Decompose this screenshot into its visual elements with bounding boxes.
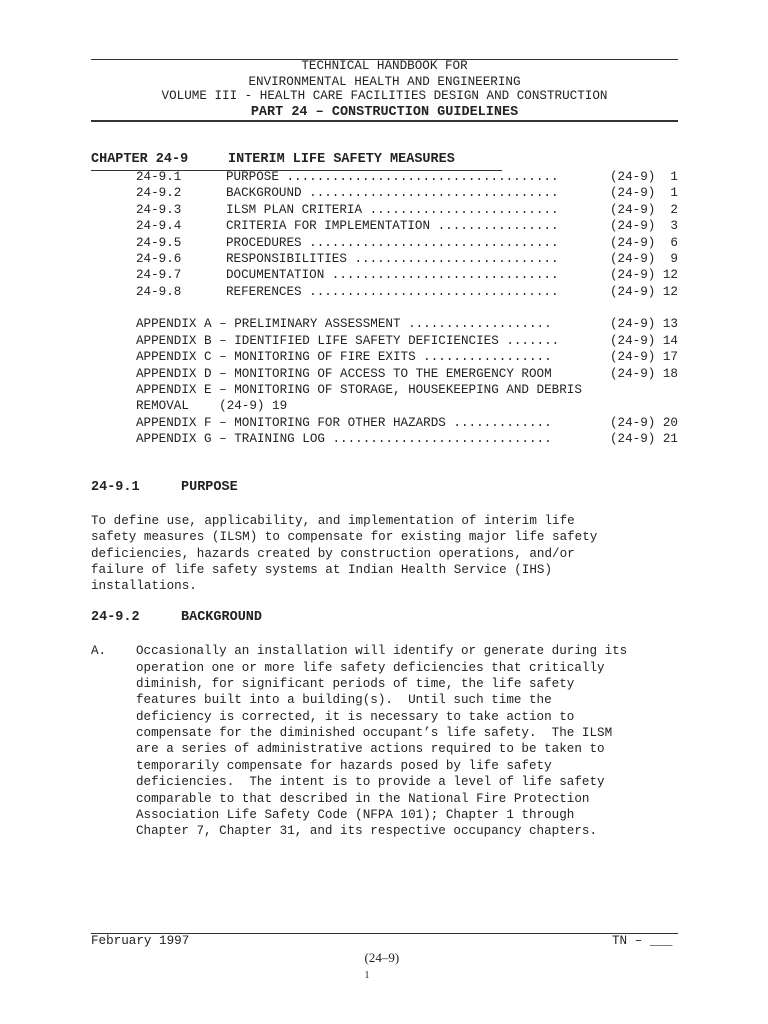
toc-row[interactable]: [136, 169, 678, 186]
toc-title: REFERENCES .................................: [226, 284, 559, 299]
toc-row[interactable]: [136, 202, 678, 219]
toc-number: 24-9.1: [136, 170, 182, 184]
paragraph-line: Occasionally an installation will identify or generate during its: [136, 644, 628, 658]
list-item-label: A.: [91, 644, 107, 658]
paragraph-line: failure of life safety systems at Indian Health Service (IHS): [91, 563, 553, 577]
paragraph-line: installations.: [91, 579, 197, 593]
toc-title: DOCUMENTATION ..............................: [226, 268, 559, 282]
appendix-title: REMOVAL (24-9) 19: [136, 399, 288, 413]
paragraph-line: features built into a building(s). Until such time the: [136, 693, 552, 707]
toc-row[interactable]: [136, 235, 678, 252]
appendix-title: APPENDIX G – TRAINING LOG .............................: [136, 432, 552, 446]
toc-page-ref: (24-9) 3: [609, 219, 678, 233]
footer-page-num: 1: [364, 970, 370, 981]
section-title: PURPOSE: [181, 480, 238, 495]
appendix-row[interactable]: [136, 316, 678, 333]
paragraph-line: deficiency is corrected, it is necessary to take action to: [136, 709, 575, 724]
toc-title: BACKGROUND .................................: [226, 186, 559, 200]
toc-number: 24-9.8: [136, 284, 182, 299]
appendix-row[interactable]: [136, 333, 678, 350]
appendix-row[interactable]: [136, 366, 678, 383]
paragraph-line: compensate for the diminished occupant’s life safety. The ILSM: [136, 726, 613, 740]
toc-title: CRITERIA FOR IMPLEMENTATION ................: [226, 219, 559, 233]
toc-page-ref: (24-9) 1: [609, 186, 678, 200]
footer-date: February 1997: [91, 934, 190, 948]
appendix-title: APPENDIX B – IDENTIFIED LIFE SAFETY DEFICIENCIES .......: [136, 333, 560, 348]
section-number: 24-9.1: [91, 480, 140, 495]
appendix-page-ref: (24-9) 20: [609, 415, 678, 430]
toc-title: PURPOSE ....................................: [226, 170, 559, 184]
header-bottom-rule: [91, 120, 678, 122]
appendix-page-ref: (24-9) 17: [609, 350, 678, 364]
appendix-page-ref: (24-9) 21: [609, 432, 678, 446]
toc-row[interactable]: [136, 251, 678, 268]
toc-title: ILSM PLAN CRITERIA .........................: [226, 202, 559, 217]
appendix-title: APPENDIX E – MONITORING OF STORAGE, HOUSEKEEPING AND DEBRIS: [136, 383, 582, 397]
chapter-title: INTERIM LIFE SAFETY MEASURES: [228, 152, 455, 167]
appendix-row[interactable]: [136, 349, 678, 366]
chapter-label: CHAPTER 24-9: [91, 152, 189, 167]
paragraph-line: deficiencies. The intent is to provide a level of life safety: [136, 775, 605, 789]
toc-number: 24-9.4: [136, 219, 182, 233]
toc-page-ref: (24-9) 12: [609, 284, 678, 299]
header-line-3: VOLUME III - HEALTH CARE FACILITIES DESIGN AND CONSTRUCTION: [161, 89, 608, 103]
appendix-page-ref: (24-9) 14: [609, 333, 678, 348]
header-line-1: TECHNICAL HANDBOOK FOR: [301, 59, 468, 73]
toc-number: 24-9.5: [136, 235, 182, 250]
toc-number: 24-9.3: [136, 202, 182, 217]
toc-row[interactable]: [136, 185, 678, 202]
appendix-title: APPENDIX C – MONITORING OF FIRE EXITS .................: [136, 350, 552, 364]
section-title: BACKGROUND: [181, 610, 263, 625]
toc-number: 24-9.7: [136, 268, 182, 282]
paragraph-line: To define use, applicability, and implementation of interim life: [91, 513, 575, 528]
toc-row[interactable]: [136, 284, 678, 301]
paragraph-line: Association Life Safety Code (NFPA 101); Chapter 1 through: [136, 808, 575, 822]
appendix-row[interactable]: [136, 415, 678, 432]
toc-title: PROCEDURES .................................: [226, 235, 559, 250]
appendix-row[interactable]: [136, 431, 678, 448]
appendix-row[interactable]: [136, 382, 678, 399]
toc-page-ref: (24-9) 6: [609, 235, 678, 250]
toc-title: RESPONSIBILITIES ...........................: [226, 252, 559, 266]
paragraph-line: safety measures (ILSM) to compensate for existing major life safety: [91, 530, 598, 544]
appendix-row-continued[interactable]: [136, 398, 678, 415]
appendix-title: APPENDIX A – PRELIMINARY ASSESSMENT ...................: [136, 317, 552, 331]
toc-row[interactable]: [136, 218, 678, 235]
paragraph-line: temporarily compensate for hazards posed by life safety: [136, 758, 552, 773]
toc-number: 24-9.6: [136, 252, 182, 266]
appendix-page-ref: (24-9) 18: [609, 366, 678, 381]
toc-page-ref: (24-9) 2: [609, 202, 678, 217]
toc-page-ref: (24-9) 12: [609, 268, 678, 282]
section-number: 24-9.2: [91, 610, 140, 625]
toc-row[interactable]: [136, 267, 678, 284]
paragraph-line: operation one or more life safety deficiencies that critically: [136, 660, 605, 675]
paragraph-line: Chapter 7, Chapter 31, and its respective occupancy chapters.: [136, 824, 598, 838]
header-line-2: ENVIRONMENTAL HEALTH AND ENGINEERING: [248, 75, 521, 89]
paragraph-line: comparable to that described in the National Fire Protection: [136, 791, 590, 806]
toc-page-ref: (24-9) 9: [609, 252, 678, 266]
appendix-title: APPENDIX F – MONITORING FOR OTHER HAZARDS .............: [136, 415, 552, 430]
header-part-title: PART 24 – CONSTRUCTION GUIDELINES: [250, 105, 519, 120]
toc-number: 24-9.2: [136, 186, 182, 200]
footer-tn: TN – ___: [612, 934, 673, 948]
toc-page-ref: (24-9) 1: [609, 170, 678, 184]
footer-page-prefix: (24–9): [364, 949, 400, 965]
paragraph-line: diminish, for significant periods of time, the life safety: [136, 677, 575, 691]
appendix-title: APPENDIX D – MONITORING OF ACCESS TO THE EMERGENCY ROOM: [136, 366, 552, 381]
paragraph-line: deficiencies, hazards created by construction operations, and/or: [91, 546, 575, 561]
paragraph-line: are a series of administrative actions required to be taken to: [136, 742, 605, 756]
footer-page-number: [358, 933, 399, 985]
appendix-page-ref: (24-9) 13: [609, 317, 678, 331]
